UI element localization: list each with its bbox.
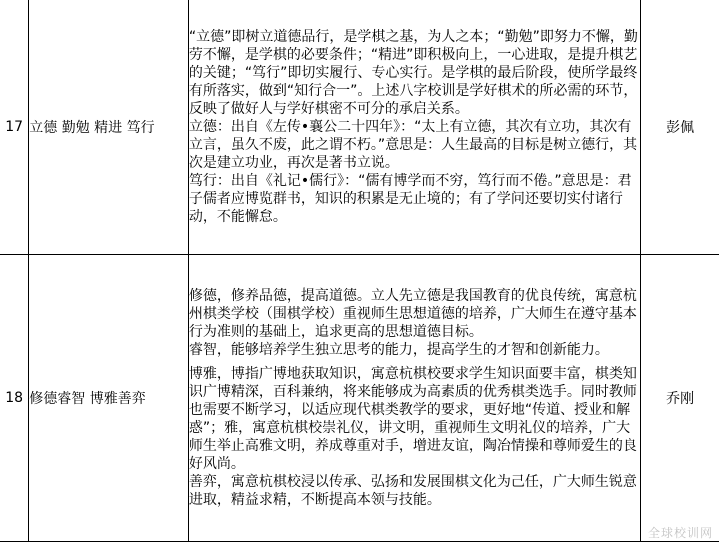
motto-cell[interactable]: 修德睿智 博雅善弈 xyxy=(29,255,189,542)
description-paragraph: 善弈，寓意杭棋校浸以传承、弘扬和发展围棋文化为己任，广大师生锐意进取，精益求精，不断提高本领与技能。 xyxy=(188,474,637,508)
person-cell[interactable]: 乔刚 xyxy=(641,255,719,542)
description-paragraph: 博雅，博指广博地获取知识，寓意杭棋校要求学生知识面要丰富，棋类知识广博精深，百科兼纳，将来能够成为高素质的优秀棋类选手。同时教师也需要不断学习，以适应现代棋类教学的要求，更好地“传道、授业和解惑”；雅，寓意杭棋校崇礼仪，讲文明，重视师生文明礼仪的培养，广大师生举止高雅文明，养成尊重对手，增进友谊，陶冶情操和尊师爱生的良好风尚。 xyxy=(188,366,637,472)
description-paragraph: 修德，修养品德，提高道德。立人先立德是我国教育的优良传统，寓意杭州棋类学校（围棋学校）重视师生思想道德的培养，广大师生在遵守基本行为准则的基础上，追求更高的思想道德目标。 xyxy=(188,288,637,340)
description-paragraph: 睿智，能够培养学生独立思考的能力，提高学生的才智和创新能力。 xyxy=(188,342,609,358)
description-paragraph: 笃行：出自《礼记•儒行》：“儒有博学而不穷，笃行而不倦。”意思是：君子儒者应博览群书，知识的积累是无止境的；有了学问还要切实付诸行动，不能懈怠。 xyxy=(188,173,632,225)
motto-cell[interactable]: 立德 勤勉 精进 笃行 xyxy=(29,0,189,255)
description-cell[interactable] xyxy=(188,0,640,255)
row-number-cell[interactable]: 17 xyxy=(0,0,29,255)
watermark-text: 全球校训网 xyxy=(647,526,713,540)
description-cell[interactable] xyxy=(188,255,640,542)
person-cell[interactable]: 彭佩 xyxy=(641,0,719,255)
table-row xyxy=(0,255,719,542)
description-paragraph: “立德”即树立道德品行，是学棋之基，为人之本；“勤勉”即努力不懈，勤劳不懈，是学棋的必要条件；“精进”即积极向上，一心进取，是提升棋艺的关键；“笃行”即切实履行、专心实行。是学棋的最后阶段，使所学最终有所落实，做到“知行合一”。上述八字校训是学好棋术的所必需的环节，反映了做好人与学好棋密不可分的承启关系。 xyxy=(188,29,638,117)
table-row xyxy=(0,0,719,255)
description-paragraph: 立德：出自《左传•襄公二十四年》：“太上有立德，其次有立功，其次有立言，虽久不废，此之谓不朽。”意思是：人生最高的目标是树立德行，其次是建立功业，再次是著书立说。 xyxy=(188,119,638,171)
row-number-cell[interactable]: 18 xyxy=(0,255,29,542)
